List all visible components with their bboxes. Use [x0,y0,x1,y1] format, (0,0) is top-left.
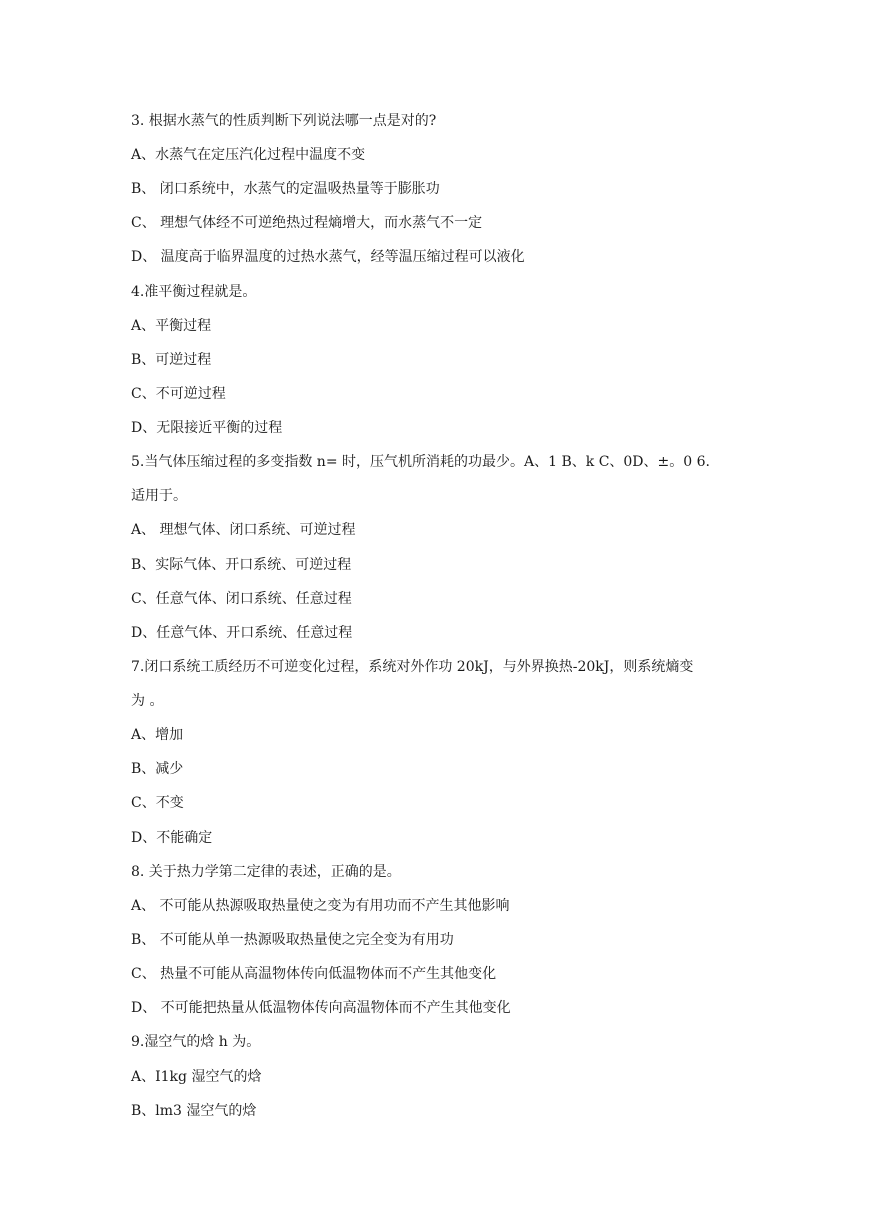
question-4-stem: 4.准平衡过程就是。 [131,284,257,300]
question-7-option-a: A、增加 [131,727,184,743]
question-8-option-d: D、 不可能把热量从低温物体传向高温物体而不产生其他变化 [131,1000,511,1016]
question-9-stem: 9.湿空气的焓 h 为。 [131,1034,261,1050]
question-7-option-d: D、不能确定 [131,830,213,846]
question-7-stem: 7.闭口系统工质经历不可逆变化过程，系统对外作功 20kJ，与外界换热-20kJ，则系统熵变 [131,659,694,675]
question-3-option-a: A、水蒸气在定压汽化过程中温度不变 [131,147,366,163]
question-5-stem: 5.当气体压缩过程的多变指数 n= 时，压气机所消耗的功最少。A、1 B、k C、0D、±。0 6. [131,454,710,470]
question-9-option-a: A、I1kg 湿空气的焓 [131,1069,262,1085]
question-8-option-a: A、 不可能从热源吸取热量使之变为有用功而不产生其他影响 [131,898,510,914]
question-7-stem-cont: 为 。 [131,693,164,709]
question-8-option-c: C、 热量不可能从高温物体传向低温物体而不产生其他变化 [131,966,497,982]
question-6-option-d: D、任意气体、开口系统、任意过程 [131,625,353,641]
question-7-option-b: B、减少 [131,761,184,777]
question-8-stem: 8. 关于热力学第二定律的表述，正确的是。 [131,864,401,880]
question-6-option-b: B、实际气体、开口系统、可逆过程 [131,557,352,573]
question-6-option-c: C、任意气体、闭口系统、任意过程 [131,591,352,607]
question-6-stem: 适用于。 [131,488,187,504]
question-4-option-b: B、可逆过程 [131,352,212,368]
question-4-option-c: C、不可逆过程 [131,386,226,402]
question-4-option-a: A、平衡过程 [131,318,212,334]
question-4-option-d: D、无限接近平衡的过程 [131,420,283,436]
question-6-option-a: A、 理想气体、闭口系统、可逆过程 [131,522,356,538]
question-3-stem: 3. 根据水蒸气的性质判断下列说法哪一点是对的? [131,113,437,129]
question-7-option-c: C、不变 [131,795,184,811]
question-8-option-b: B、 不可能从单一热源吸取热量使之完全变为有用功 [131,932,454,948]
question-9-option-b: B、lm3 湿空气的焓 [131,1103,257,1119]
question-3-option-c: C、 理想气体经不可逆绝热过程熵增大，而水蒸气不一定 [131,215,483,231]
question-3-option-b: B、 闭口系统中，水蒸气的定温吸热量等于膨胀功 [131,181,440,197]
question-3-option-d: D、 温度高于临界温度的过热水蒸气，经等温压缩过程可以液化 [131,249,525,265]
